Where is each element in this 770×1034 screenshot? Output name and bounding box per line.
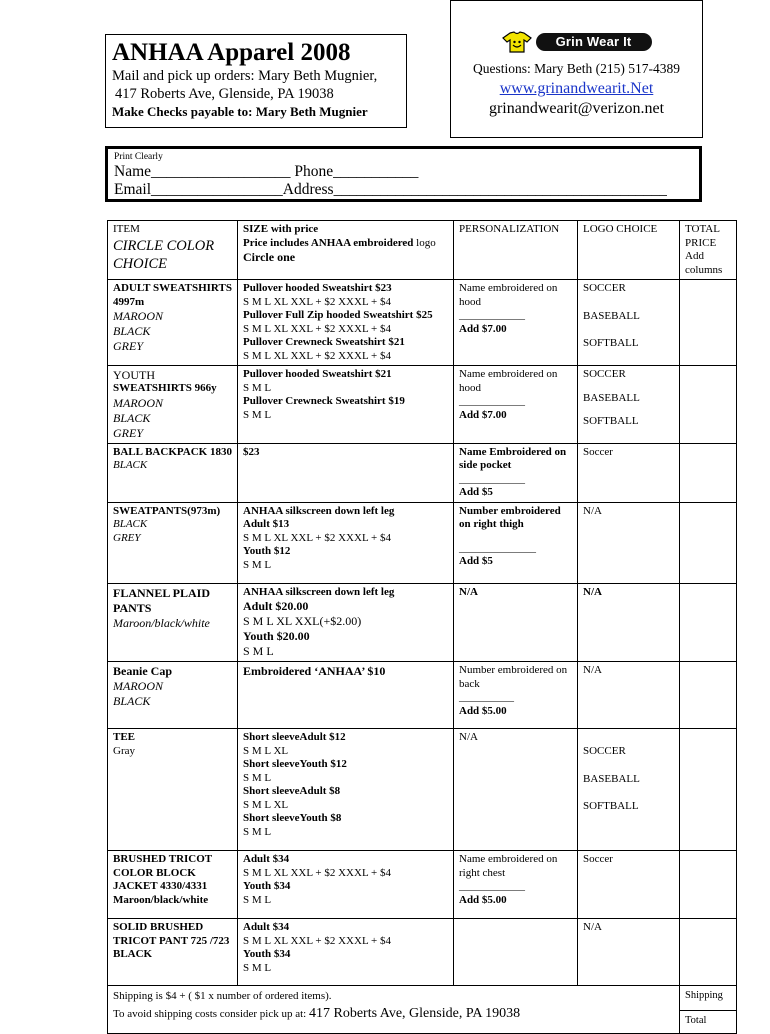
logo-cell [578,280,680,366]
logo-word: logo [416,236,436,249]
size-cell [238,919,454,986]
color-option[interactable]: MAROON [113,309,163,323]
logo-option: N/A [583,504,602,517]
color-option[interactable]: Gray [113,744,135,757]
product-option: Pullover Full Zip hooded Sweatshirt $25 [243,309,433,321]
product-price: $23 [243,445,260,458]
color-option[interactable]: BLACK [113,518,148,530]
total-cell[interactable] [680,662,737,729]
total-label: Total [685,1015,707,1026]
logo-option[interactable]: BASEBALL [583,309,640,322]
logo-option[interactable]: SOFTBALL [583,415,639,427]
print-clearly-label: Print Clearly [114,152,163,162]
personalization-cell [454,851,578,919]
color-option[interactable]: BLACK [113,324,151,338]
page-title: ANHAA Apparel 2008 [112,39,351,66]
color-option[interactable]: BLACK [113,694,151,708]
size-options[interactable]: S M L XL [243,798,289,811]
size-options[interactable]: S M L [243,381,272,394]
email-address-field[interactable]: Email_________________Address___________________________________________ [114,181,667,198]
product-option: Short sleeveAdult $8 [243,785,341,797]
color-option[interactable]: GREY [113,531,141,544]
logo-cell [578,851,680,919]
color-option[interactable]: GREY [113,425,143,440]
personalization-text: N/A [459,731,478,743]
size-options[interactable]: S M L XL XXL + $2 XXXL + $4 [243,866,391,879]
logo-option[interactable]: SOCCER [583,368,626,380]
personalization-cell [454,366,578,444]
shipping-info-cell [108,986,680,1034]
personalization-blank[interactable]: ______________ [459,541,536,554]
product-option: Adult $13 [243,518,290,530]
size-options[interactable]: S M L [243,771,272,784]
item-cell [108,851,238,919]
customer-info-box [105,146,702,202]
item-name: SWEATPANTS(973m) [113,504,221,517]
logo-option[interactable]: SOCCER [583,745,626,757]
add-header: Add [685,250,704,262]
size-options[interactable]: S M L XL XXL + $2 XXXL + $4 [243,349,391,362]
personalization-text: N/A [459,585,478,598]
table-row [108,729,737,851]
item-name: FLANNEL PLAID PANTS [113,585,211,615]
color-option[interactable]: Maroon/black/white [113,615,210,630]
product-option: Adult $20.00 [243,599,309,613]
personalization-cell [454,502,578,583]
total-price-header-cell [680,221,737,280]
size-options[interactable]: S M L [243,408,272,421]
logo-option: N/A [583,585,602,598]
product-option: ANHAA silkscreen down left leg [243,585,395,598]
personalization-cell [454,729,578,851]
personalization-price: Add $7.00 [459,322,507,335]
shipping-row [108,986,737,1034]
table-row [108,662,737,729]
personalization-cell [454,443,578,502]
size-cell [238,366,454,444]
size-options[interactable]: S M L XL XXL + $2 XXXL + $4 [243,322,391,335]
size-options[interactable]: S M L [243,558,272,571]
total-cell[interactable] [680,919,737,986]
size-options[interactable]: S M L XL [243,744,289,757]
product-option: Short sleeveYouth $8 [243,812,342,824]
size-options[interactable]: S M L [243,961,272,974]
product-option: Pullover hooded Sweatshirt $23 [243,282,392,294]
total-cell[interactable] [680,443,737,502]
address-line: 417 Roberts Ave, Glenside, PA 19038 [115,86,334,102]
product-option: Youth $12 [243,545,291,557]
table-row [108,583,737,662]
item-name: BRUSHED TRICOT COLOR BLOCK JACKET 4330/4331 [113,853,212,892]
personalization-text: Number embroidered on back [459,664,568,690]
grin-wear-it-logo [502,31,652,53]
personalization-price: Add $5.00 [459,893,507,906]
header-box [105,34,407,128]
product-option: Pullover hooded Sweatshirt $21 [243,368,392,380]
contact-email: grinandwearit@verizon.net [488,100,665,117]
logo-option: N/A [583,921,602,933]
item-cell [108,919,238,986]
size-cell [238,443,454,502]
color-option[interactable]: MAROON [113,395,163,410]
item-cell [108,280,238,366]
color-option[interactable]: GREY [113,339,143,353]
personalization-text: Number embroidered on right thigh [459,504,561,530]
product-option: Adult $34 [243,921,290,933]
color-option[interactable]: Maroon/black/white [113,893,209,906]
personalization-blank[interactable]: ____________ [459,472,525,485]
price-includes-note: Price includes ANHAA embroidered [243,236,414,249]
personalization-blank[interactable]: __________ [459,691,514,703]
logo-option[interactable]: Soccer [583,853,613,865]
logo-cell [578,443,680,502]
logo-option[interactable]: SOFTBALL [583,800,639,812]
logo-cell [578,502,680,583]
logo-option[interactable]: SOCCER [583,282,626,294]
product-option: Youth $34 [243,948,291,960]
color-option[interactable]: BLACK [113,948,153,960]
size-cell [238,280,454,366]
color-option[interactable]: BLACK [113,459,148,471]
table-row [108,502,737,583]
table-header-row [108,221,737,280]
item-cell [108,502,238,583]
total-cell[interactable] [680,729,737,851]
personalization-text: Name embroidered on hood [459,282,558,308]
logo-cell [578,583,680,662]
questions-line: Questions: Mary Beth (215) 517-4389 [473,61,680,76]
logo-cell [578,366,680,444]
logo-cell [578,919,680,986]
table-row [108,280,737,366]
product-option: Pullover Crewneck Sweatshirt $19 [243,395,405,407]
total-cell[interactable] [680,366,737,444]
personalization-text: Name embroidered on right chest [459,853,558,879]
shipping-text: Shipping is $4 + ( $1 x number of ordered items). [113,990,332,1002]
total-header: TOTAL [685,223,720,235]
product-option: Embroidered ‘ANHAA’ $10 [243,664,386,678]
size-header-cell [238,221,454,280]
circle-color-header: CIRCLE COLOR CHOICE [113,237,215,272]
pickup-text: To avoid shipping costs consider pick up at: [113,1007,307,1020]
product-option: Adult $34 [243,853,290,865]
logo-option[interactable]: BASEBALL [583,391,640,404]
item-header-cell [108,221,238,280]
personalization-text: Name Embroidered on side pocket [459,445,567,471]
size-options[interactable]: S M L [243,893,272,906]
name-phone-field[interactable]: Name__________________ Phone___________ [114,163,419,180]
shipping-label: Shipping [680,986,736,1011]
website-link[interactable]: www.grinandwearit.Net [499,80,654,97]
price-header: PRICE [685,236,717,249]
size-cell [238,502,454,583]
order-table [107,220,737,1034]
color-option[interactable]: BLACK [113,410,151,425]
logo-option[interactable]: BASEBALL [583,772,640,785]
size-cell [238,583,454,662]
circle-one-note: Circle one [243,250,296,264]
total-cell[interactable] [680,502,737,583]
table-row [108,851,737,919]
total-cell[interactable] [680,583,737,662]
item-cell [108,662,238,729]
personalization-price: Add $5.00 [459,704,507,717]
size-options[interactable]: S M L [243,825,272,838]
size-options[interactable]: S M L XL XXL + $2 XXXL + $4 [243,531,391,544]
checks-line: Make Checks payable to: Mary Beth Mugnier [112,104,368,119]
personalization-cell [454,280,578,366]
item-cell [108,366,238,444]
personalization-blank[interactable]: ____________ [459,309,525,321]
item-name: TEE [113,731,136,743]
personalization-cell [454,583,578,662]
shipping-total-cell [680,986,737,1034]
logo-cell [578,662,680,729]
size-cell [238,662,454,729]
personalization-cell [454,662,578,729]
item-name: Beanie Cap [113,664,173,678]
logo-option[interactable]: SOFTBALL [583,337,639,349]
personalization-text: Name embroidered on hood [459,368,558,394]
personalization-blank[interactable]: ____________ [459,395,525,407]
logo-choice-header: LOGO CHOICE [578,221,680,280]
product-option: Short sleeveAdult $12 [243,731,346,743]
item-cell [108,729,238,851]
size-options[interactable]: S M L [243,644,274,658]
item-name: YOUTH [113,368,155,382]
logo-cell [578,729,680,851]
color-option[interactable]: MAROON [113,679,163,693]
personalization-blank[interactable]: ____________ [459,880,525,892]
size-cell [238,851,454,919]
product-option: Short sleeveYouth $12 [243,758,347,770]
size-options[interactable]: S M L XL XXL + $2 XXXL + $4 [243,934,391,947]
size-cell [238,729,454,851]
size-options[interactable]: S M L XL XXL(+$2.00) [243,614,362,628]
item-name: SWEATSHIRTS 966y [113,382,217,394]
total-cell[interactable] [680,851,737,919]
table-row [108,919,737,986]
item-cell [108,443,238,502]
size-options[interactable]: S M L XL XXL + $2 XXXL + $4 [243,295,391,308]
table-row [108,443,737,502]
personalization-price: Add $5 [459,486,493,498]
product-option: ANHAA silkscreen down left leg [243,504,395,517]
tshirt-icon [502,31,532,53]
logo-option: N/A [583,664,602,676]
personalization-header: PERSONALIZATION [454,221,578,280]
item-cell [108,583,238,662]
item-name: SOLID BRUSHED TRICOT PANT 725 /723 [113,921,230,947]
personalization-price: Add $5 [459,555,493,567]
contact-box [450,0,703,138]
item-name: BALL BACKPACK 1830 [113,445,232,458]
product-option: Youth $20.00 [243,629,310,643]
table-row [108,366,737,444]
size-header: SIZE with price [243,223,319,235]
columns-header: columns [685,263,723,276]
item-header: ITEM [113,223,140,235]
mail-line: Mail and pick up orders: Mary Beth Mugnier, [112,68,378,84]
logo-text: Grin Wear It [536,33,652,51]
item-name: ADULT SWEATSHIRTS 4997m [113,282,232,308]
product-option: Youth $34 [243,880,291,892]
personalization-price: Add $7.00 [459,408,507,421]
total-cell[interactable] [680,280,737,366]
personalization-cell [454,919,578,986]
product-option: Pullover Crewneck Sweatshirt $21 [243,336,405,348]
pickup-address: 417 Roberts Ave, Glenside, PA 19038 [308,1005,521,1021]
logo-option[interactable]: Soccer [583,445,613,458]
